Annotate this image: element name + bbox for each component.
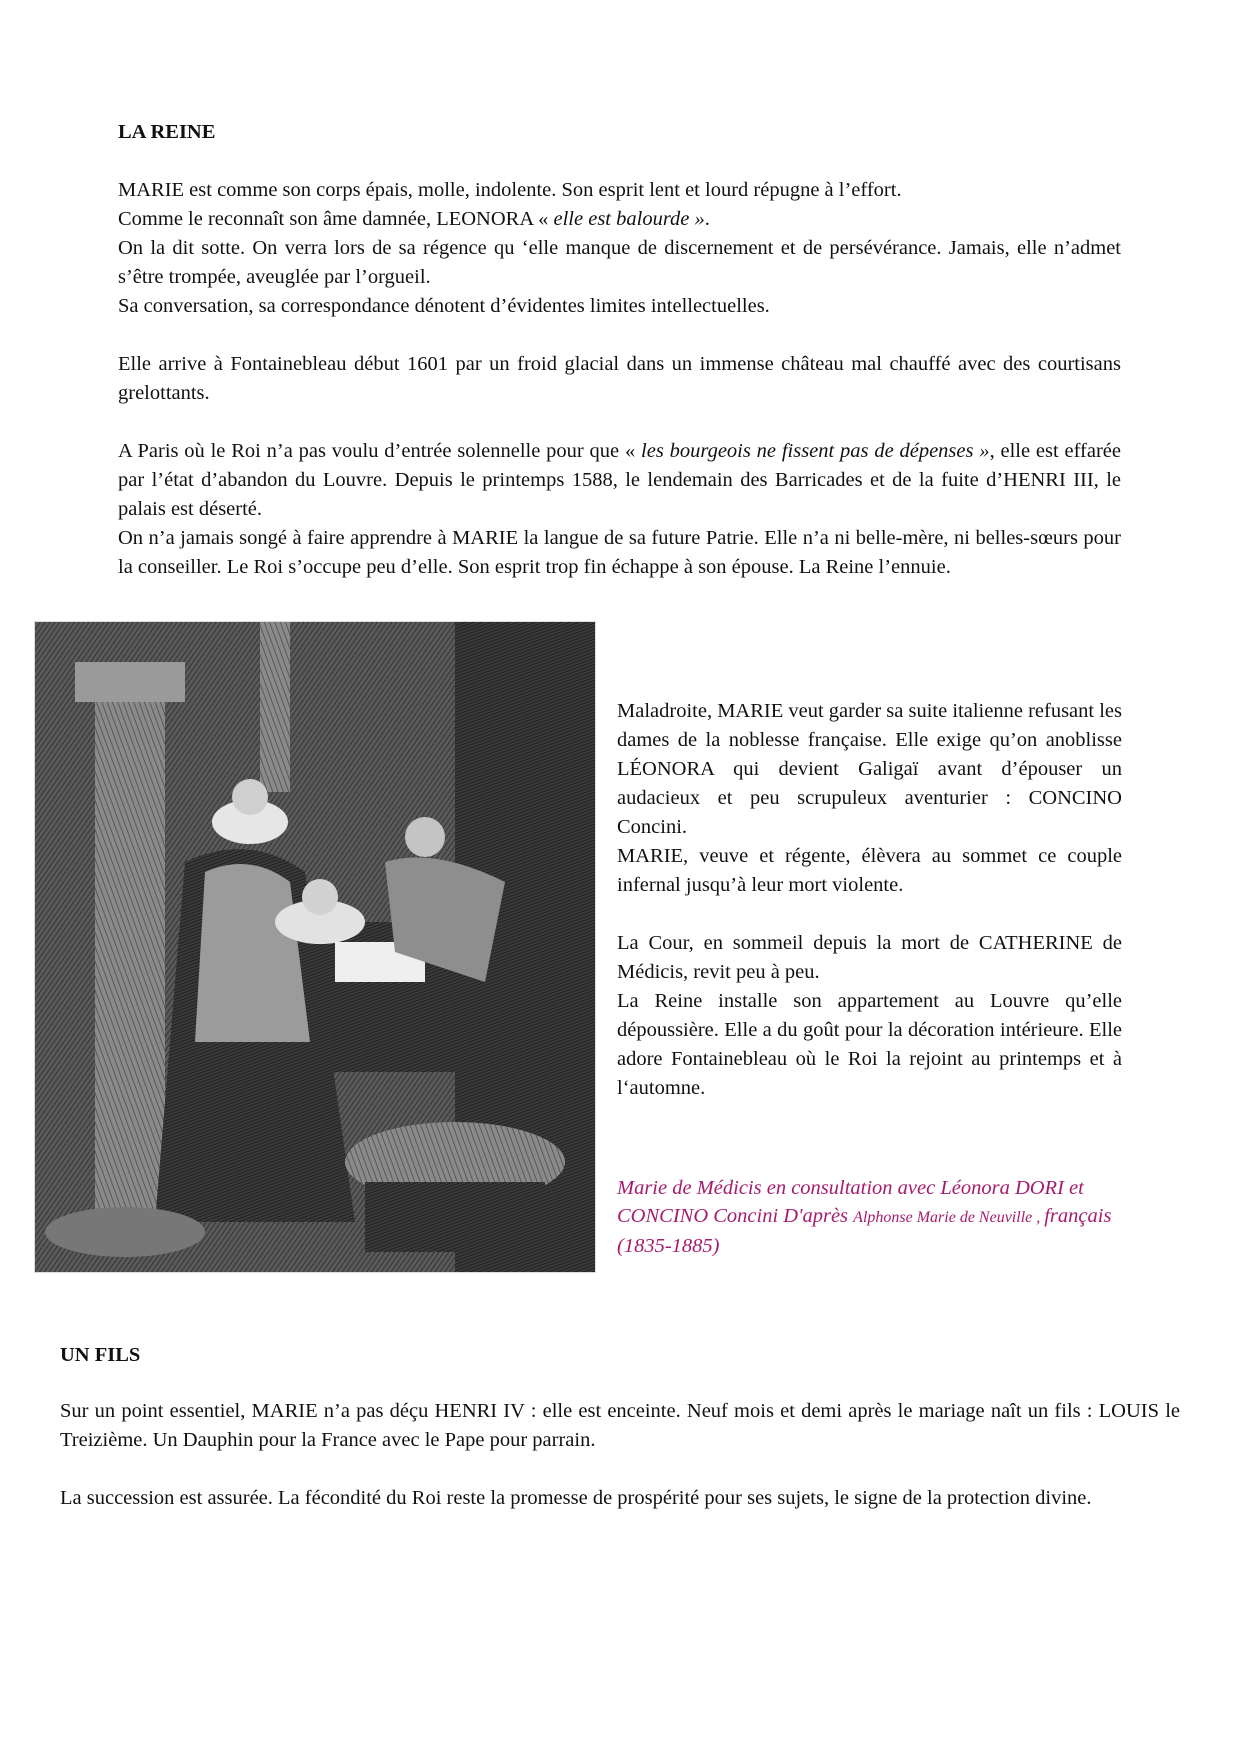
- paragraph: La Reine installe son appartement au Louvre qu’elle dépoussière. Elle a du goût pour la décoration intérieure. Elle adore Fontainebleau où le Roi la rejoint au printemps et à l‘automne.: [617, 990, 1122, 1099]
- paragraph: On la dit sotte. On verra lors de sa régence qu ‘elle manque de discernement et de persévérance. Jamais, elle n’admet s’être trompée, aveuglée par l’orgueil.: [118, 237, 1121, 288]
- paragraph-line: [118, 205, 1121, 234]
- text-span: A Paris où le Roi n’a pas voulu d’entrée solennelle pour que «: [118, 440, 642, 462]
- section-heading-la-reine: LA REINE: [118, 121, 216, 143]
- quote-italic: elle est balourde »: [553, 208, 705, 230]
- image-caption: [617, 1174, 1122, 1260]
- paragraph: [118, 437, 1121, 524]
- text-span: Comme le reconnaît son âme damnée, LEONORA «: [118, 208, 554, 230]
- text-span: .: [704, 208, 710, 230]
- paragraph: Elle arrive à Fontainebleau début 1601 par un froid glacial dans un immense château mal chauffé avec des courtisans grelottants.: [118, 353, 1121, 404]
- paragraph: La succession est assurée. La fécondité du Roi reste la promesse de prospérité pour ses sujets, le signe de la protection divine.: [60, 1487, 1092, 1509]
- paragraph-line: MARIE est comme son corps épais, molle, indolente. Son esprit lent et lourd répugne à l’effort.: [118, 179, 902, 201]
- paragraph-line: Sa conversation, sa correspondance dénotent d’évidentes limites intellectuelles.: [118, 295, 770, 317]
- paragraph: La Cour, en sommeil depuis la mort de CATHERINE de Médicis, revit peu à peu.: [617, 932, 1122, 983]
- paragraph: On n’a jamais songé à faire apprendre à MARIE la langue de sa future Patrie. Elle n’a ni belle-mère, ni belles-sœurs pour la conseiller. Le Roi s’occupe peu d’elle. Son esprit trop fin échappe à son épouse. La Reine l’ennuie.: [118, 527, 1121, 578]
- engraving-image: [35, 622, 595, 1272]
- section-heading-un-fils: UN FILS: [60, 1344, 141, 1366]
- section-la-reine-body: [118, 176, 1121, 582]
- right-column-text: [617, 697, 1122, 1103]
- paragraph: MARIE, veuve et régente, élèvera au sommet ce couple infernal jusqu’à leur mort violente.: [617, 845, 1122, 896]
- paragraph: Sur un point essentiel, MARIE n’a pas déçu HENRI IV : elle est enceinte. Neuf mois et demi après le mariage naît un fils : LOUIS le Treizième. Un Dauphin pour la France avec le Pape pour parrain.: [60, 1400, 1180, 1451]
- quote-italic: les bourgeois ne fissent pas de dépenses »: [641, 440, 990, 462]
- section-un-fils-body: [60, 1397, 1180, 1513]
- engraving-illustration: [34, 621, 596, 1273]
- caption-dates: français (1835-1885): [617, 1205, 1112, 1257]
- paragraph: Maladroite, MARIE veut garder sa suite italienne refusant les dames de la noblesse française. Elle exige qu’on anoblisse LÉONORA qui devient Galigaï avant d’épouser un audacieux et peu scrupuleux aventurier : CONCINO Concini.: [617, 700, 1122, 838]
- caption-artist: Alphonse Marie de Neuville ,: [853, 1209, 1045, 1226]
- caption-title: Marie de Médicis en consultation avec Léonora DORI et CONCINO Concini D'après: [617, 1177, 1084, 1227]
- text-span: , elle est effarée par l’état d’abandon du Louvre. Depuis le printemps 1588, le lendemain des Barricades et de la fuite d’HENRI III, le palais est déserté.: [118, 440, 1121, 520]
